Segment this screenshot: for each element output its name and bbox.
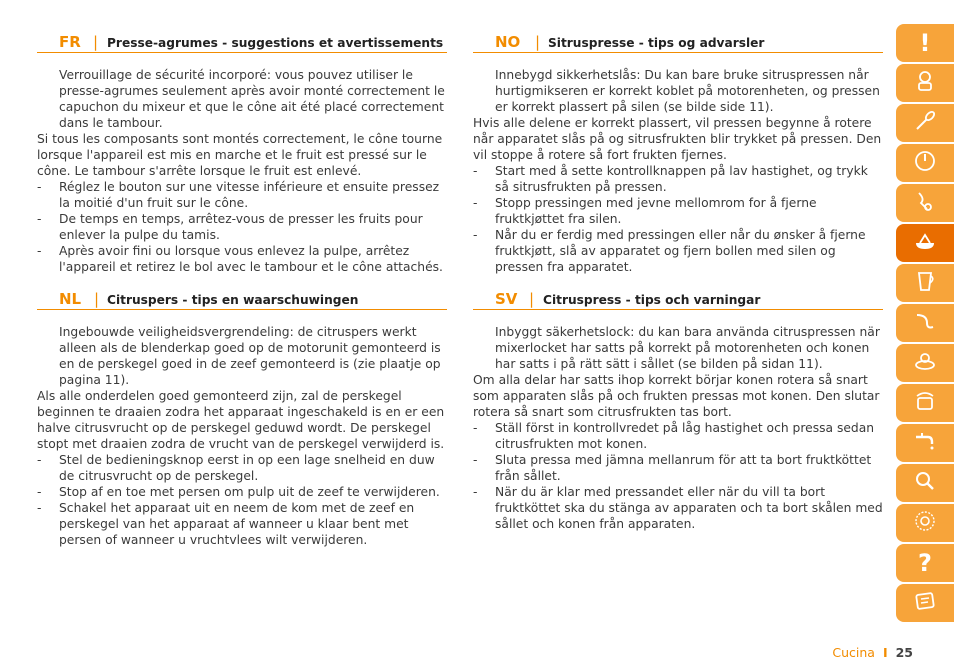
section-body-nl [37, 324, 447, 548]
tab-jug[interactable] [896, 264, 954, 302]
chef-icon [913, 69, 937, 98]
dash: - [473, 228, 478, 242]
list-item [473, 227, 883, 275]
recipe-icon [913, 589, 937, 618]
section-header-fr [37, 30, 447, 53]
section-title-no: Sitruspresse - tips og advarsler [548, 36, 765, 50]
dash: - [37, 180, 42, 194]
dial-icon [913, 149, 937, 178]
section-body-sv [473, 324, 883, 532]
section-title-fr: Presse-agrumes - suggestions et avertissements [107, 36, 444, 50]
seal-icon [913, 509, 937, 538]
list-item-text: Après avoir fini ou lorsque vous enlevez la pulpe, arrêtez l'appareil et retirez le bol avec le tambour et le cône attachés. [59, 244, 443, 274]
tab-citrus-press[interactable] [896, 224, 954, 262]
tap-icon [913, 429, 937, 458]
jug-icon [913, 269, 937, 298]
paragraph-fr: Si tous les composants sont montés correctement, le cône tourne lorsque l'appareil est mis en marche et le fruit est pressé sur le cône. Le tambour s'arrête lorsque le fruit est enlevé. [37, 132, 443, 178]
list-item-text: Stel de bedieningsknop eerst in op een lage snelheid en duw de citrusvrucht op de perskegel. [59, 453, 435, 483]
list-item-text: När du är klar med pressandet eller när du vill ta bort fruktköttet ska du stänga av apparaten och ta bort skålen med sållet och konen från apparaten. [495, 485, 883, 531]
tab-help[interactable] [896, 544, 954, 582]
tab-whisk[interactable] [896, 104, 954, 142]
paragraph-nl: Als alle onderdelen goed gemonteerd zijn, zal de perskegel beginnen te draaien zodra het apparaat ingeschakeld is en er een halve citrusvrucht op de perskegel geduwd wordt. De perskegel stopt met draaien zodra de vrucht van de perskegel verwijderd is. [37, 389, 445, 451]
food-icon [913, 349, 937, 378]
hook-icon [913, 309, 937, 338]
tab-recipes[interactable] [896, 584, 954, 622]
dash: - [37, 501, 42, 515]
list-item-text: Stopp pressingen med jevne mellomrom for å fjerne fruktkjøttet fra silen. [495, 196, 817, 226]
exclamation-icon: ! [919, 29, 931, 57]
lang-code-fr: FR [59, 33, 81, 51]
lang-code-nl: NL [59, 290, 82, 308]
tab-chef[interactable] [896, 64, 954, 102]
brand-name: Cucina [832, 645, 875, 660]
tab-food[interactable] [896, 344, 954, 382]
bullet-list-fr [37, 179, 447, 275]
list-item [37, 243, 447, 275]
separator: | [93, 33, 99, 51]
dash: - [37, 453, 42, 467]
list-item [473, 163, 883, 195]
stamp-icon [913, 389, 937, 418]
bullet-list-sv [473, 420, 883, 532]
dash: - [473, 421, 478, 435]
list-item-text: Start med å sette kontrollknappen på lav hastighet, og trykk så sitrusfrukten på pressen. [495, 164, 868, 194]
lang-code-no: NO [495, 33, 521, 51]
lang-code-sv: SV [495, 290, 518, 308]
bullet-list-no [473, 163, 883, 275]
separator: | [535, 33, 541, 51]
magnifier-icon [913, 469, 937, 498]
right-column [473, 30, 883, 532]
tab-search[interactable] [896, 464, 954, 502]
dash: - [37, 244, 42, 258]
separator: | [529, 290, 535, 308]
section-body-no [473, 67, 883, 275]
section-header-nl [37, 287, 447, 310]
citrus-press-icon [913, 229, 937, 258]
chapter-tabs [896, 24, 954, 624]
section-header-no [473, 30, 883, 53]
lead-paragraph-fr: Verrouillage de sécurité incorporé: vous pouvez utiliser le presse-agrumes seulement après avoir monté correctement le capuchon du mixeur et que le cône ait été placé correctement dans le tambour. [59, 68, 445, 130]
list-item [473, 420, 883, 452]
list-item-text: Sluta pressa med jämna mellanrum för att ta bort fruktköttet från sållet. [495, 453, 872, 483]
footer-separator: I [882, 645, 888, 660]
tab-hook[interactable] [896, 304, 954, 342]
left-column [37, 30, 447, 548]
dash: - [37, 212, 42, 226]
list-item [473, 452, 883, 484]
lead-paragraph-sv: Inbyggt säkerhetslock: du kan bara använda citruspressen när mixerlocket har satts på korrekt på motorenheten och konen har satts i på rätt sätt i sållet (se bilden på sidan 11). [495, 325, 880, 371]
list-item [37, 211, 447, 243]
paragraph-sv: Om alla delar har satts ihop korrekt börjar konen rotera så snart som apparaten slås på och frukten pressas mot konen. Den slutar rotera så snart som citrusfrukten tas bort. [473, 373, 880, 419]
page-footer [832, 645, 913, 660]
tab-warnings[interactable] [896, 24, 954, 62]
tab-stamp[interactable] [896, 384, 954, 422]
list-item [37, 484, 447, 500]
list-item-text: Når du er ferdig med pressingen eller når du ønsker å fjerne fruktkjøtt, slå av apparatet og fjern bollen med silen og pressen fra apparatet. [495, 228, 866, 274]
lead-paragraph-no: Innebygd sikkerhetslås: Du kan bare bruke sitruspressen når hurtigmikseren er korrekt koblet på motorenheten, og pressen er korrekt plassert på silen (se bilde side 11). [495, 68, 880, 114]
list-item-text: Stop af en toe met persen om pulp uit de zeef te verwijderen. [59, 485, 440, 499]
tab-tap[interactable] [896, 424, 954, 462]
list-item [37, 179, 447, 211]
page-number: 25 [895, 645, 913, 660]
paragraph-no: Hvis alle delene er korrekt plassert, vil pressen begynne å rotere når apparatet slås på og sitrusfrukten blir trykket på pressen. Den vil stoppe å rotere så fort frukten fjernes. [473, 116, 882, 162]
section-body-fr [37, 67, 447, 275]
list-item-text: Ställ först in kontrollvredet på låg hastighet och pressa sedan citrusfrukten mot konen. [495, 421, 875, 451]
section-title-nl: Citruspers - tips en waarschuwingen [107, 293, 359, 307]
list-item [37, 452, 447, 484]
list-item [37, 500, 447, 548]
question-icon: ? [918, 549, 932, 577]
lead-paragraph-nl: Ingebouwde veiligheidsvergrendeling: de citruspers werkt alleen als de blenderkap goed op de motorunit gemonteerd is en de perskegel goed in de zeef gemonteerd is (zie plaatje op pagina 11). [59, 325, 441, 387]
list-item [473, 484, 883, 532]
bullet-list-nl [37, 452, 447, 548]
tab-blade[interactable] [896, 184, 954, 222]
section-title-sv: Citruspress - tips och varningar [543, 293, 761, 307]
dash: - [473, 485, 478, 499]
separator: | [94, 290, 100, 308]
blender-blade-icon [913, 189, 937, 218]
dash: - [473, 196, 478, 210]
section-header-sv [473, 287, 883, 310]
dash: - [473, 164, 478, 178]
list-item-text: Réglez le bouton sur une vitesse inférieure et ensuite pressez la moitié d'un fruit sur le cône. [59, 180, 440, 210]
dash: - [37, 485, 42, 499]
list-item [473, 195, 883, 227]
whisk-icon [913, 109, 937, 138]
dash: - [473, 453, 478, 467]
tab-dial[interactable] [896, 144, 954, 182]
list-item-text: Schakel het apparaat uit en neem de kom met de zeef en perskegel van het apparaat af wanneer u klaar bent met persen of wanneer u vruchtvlees wilt verwijderen. [59, 501, 415, 547]
list-item-text: De temps en temps, arrêtez-vous de presser les fruits pour enlever la pulpe du tamis. [59, 212, 423, 242]
tab-seal[interactable] [896, 504, 954, 542]
